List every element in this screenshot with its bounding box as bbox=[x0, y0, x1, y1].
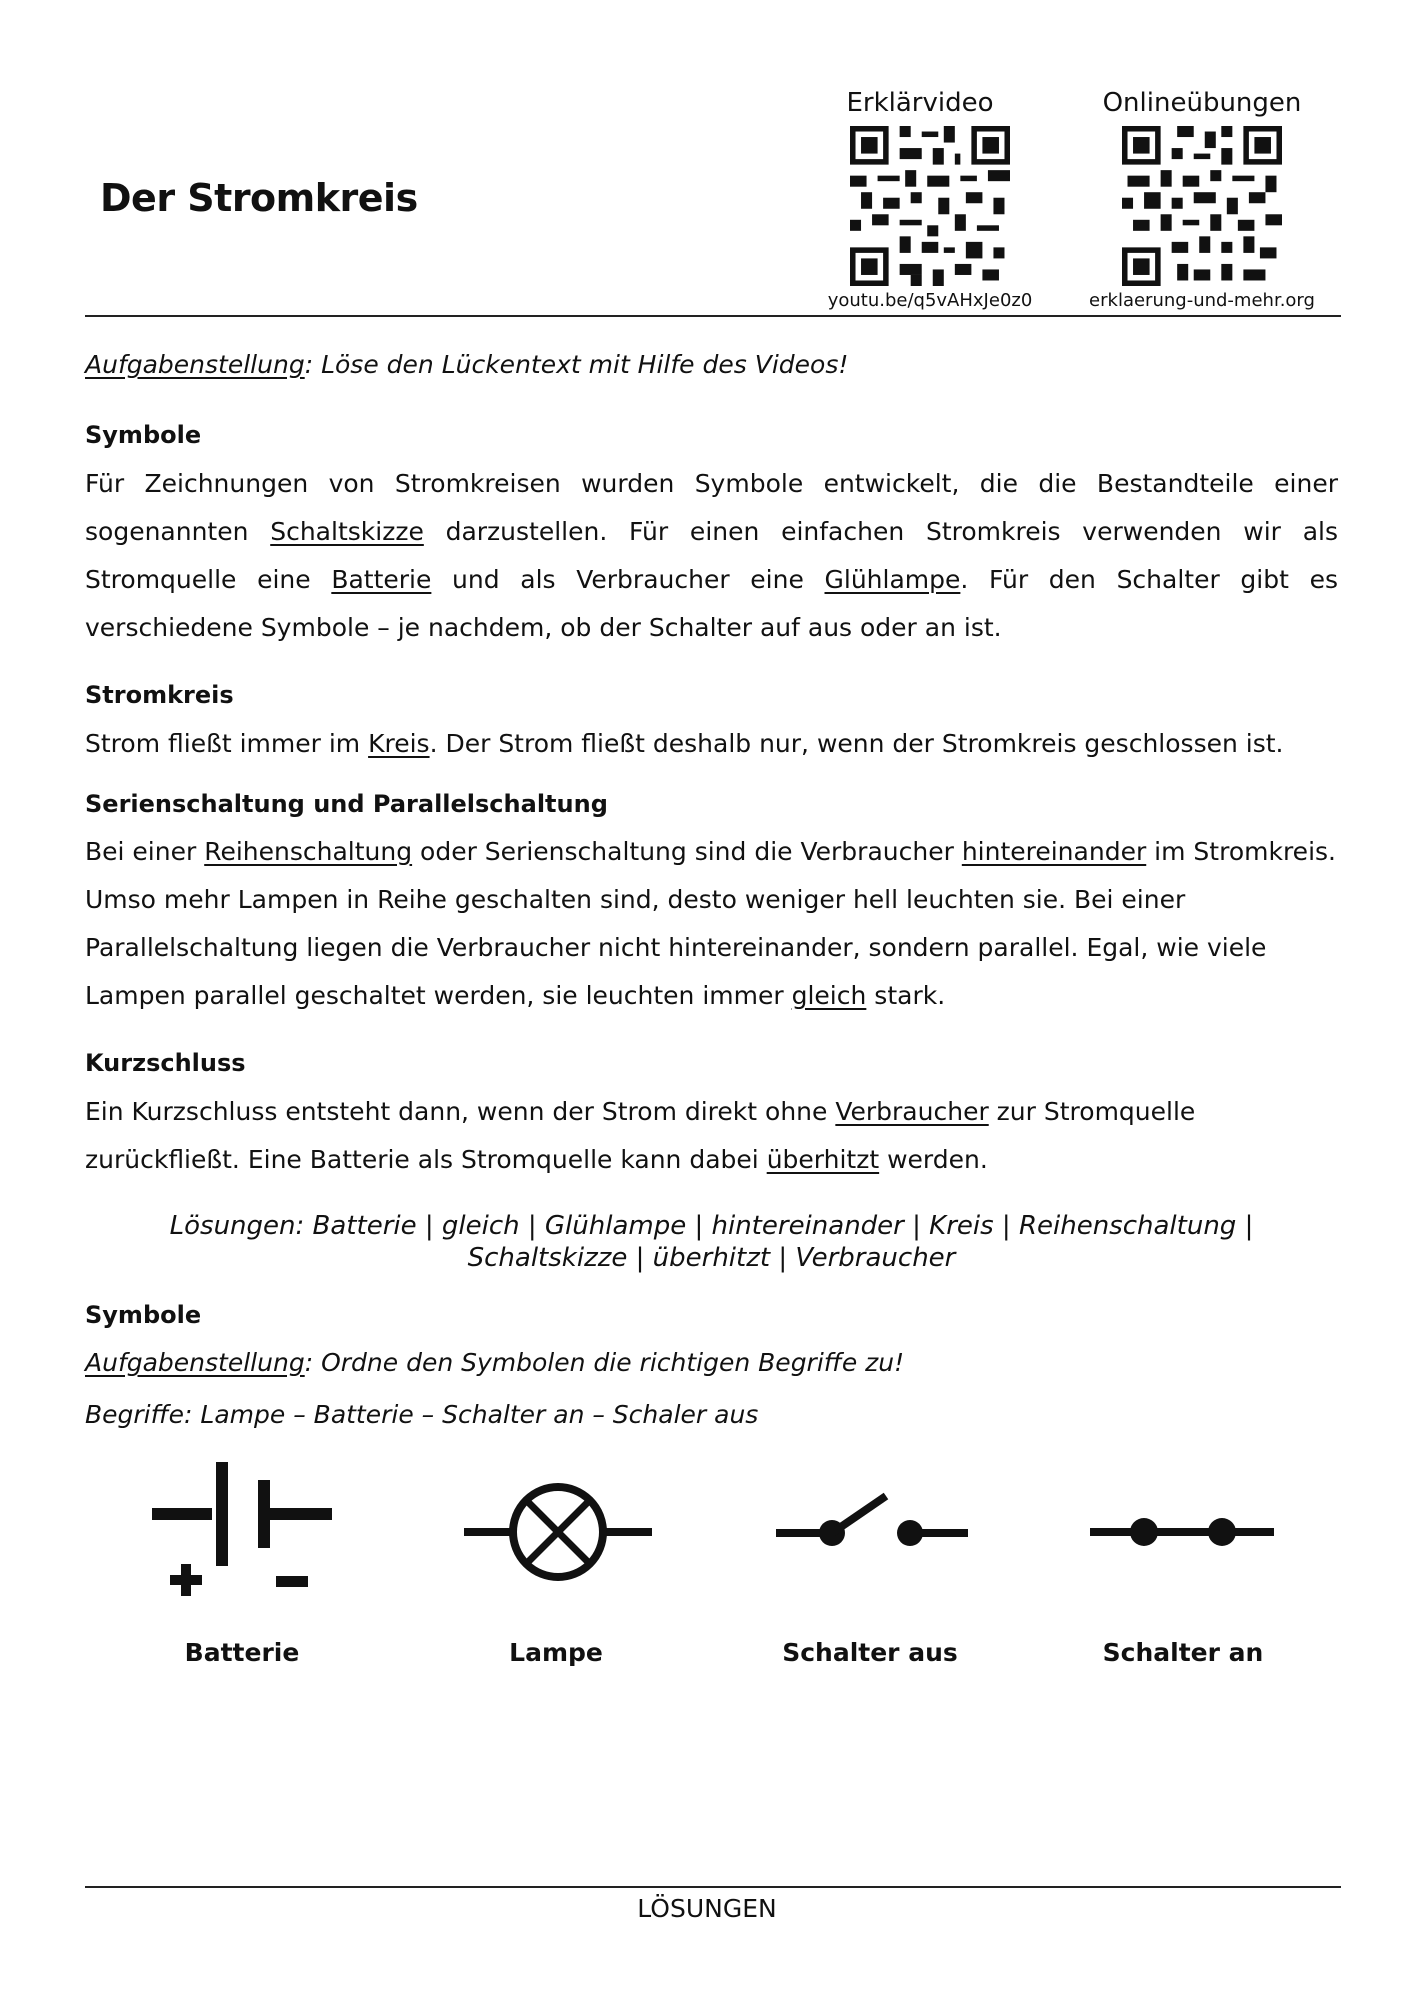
section-heading-kurzschluss: Kurzschluss bbox=[85, 1049, 246, 1077]
symbols-task-text: : Ordne den Symbolen die richtigen Begriffe zu! bbox=[304, 1348, 905, 1377]
paragraph-serienschaltung: Bei einer Reihenschaltung oder Serienschaltung sind die Verbraucher hintereinander im Stromkreis. Umso mehr Lampen in Reihe geschalten sind, desto weniger hell leuchten sie. Bei einer Parallelschaltung liegen die Verbraucher nicht hintereinander, sondern parallel. Egal, wie viele Lampen parallel geschaltet werden, sie leuchten immer gleich stark. bbox=[85, 837, 1336, 1010]
answer-ueberhitzt: überhitzt bbox=[766, 1145, 880, 1174]
answer-gleich: gleich bbox=[791, 981, 867, 1010]
answer-kreis: Kreis bbox=[368, 729, 430, 758]
answer-batterie: Batterie bbox=[331, 565, 432, 594]
task-text: : Löse den Lückentext mit Hilfe des Videos! bbox=[304, 350, 849, 379]
task-instruction bbox=[85, 350, 848, 379]
symbols-task-label: Aufgabenstellung bbox=[85, 1348, 305, 1377]
paragraph-stromkreis: Strom fließt immer im Kreis. Der Strom fließt deshalb nur, wenn der Stromkreis geschlossen ist. bbox=[85, 729, 1284, 758]
symbol-label-batterie: Batterie bbox=[184, 1638, 300, 1667]
exercises-qr-code-icon bbox=[1122, 126, 1282, 286]
symbol-label-schalter-aus: Schalter aus bbox=[782, 1638, 958, 1667]
solutions-line-1: Lösungen: Batterie | gleich | Glühlampe | hintereinander | Kreis | Reihenschaltung | bbox=[169, 1211, 1254, 1241]
answer-gluehlampe: Glühlampe bbox=[824, 565, 961, 594]
answer-hintereinander: hintereinander bbox=[961, 837, 1147, 866]
switch-on-symbol-icon bbox=[1088, 1514, 1276, 1550]
footer-label: LÖSUNGEN bbox=[637, 1894, 777, 1923]
video-url[interactable]: youtu.be/q5vAHxJe0z0 bbox=[827, 290, 1033, 311]
video-label: Erklärvideo bbox=[846, 88, 994, 118]
exercises-label: Onlineübungen bbox=[1102, 88, 1302, 118]
symbols-terms: Begriffe: Lampe – Batterie – Schalter an – Schaler aus bbox=[85, 1400, 759, 1429]
answer-schaltskizze: Schaltskizze bbox=[270, 517, 424, 546]
battery-symbol-icon bbox=[150, 1458, 336, 1600]
switch-off-symbol-icon bbox=[774, 1488, 970, 1558]
header-divider bbox=[85, 315, 1341, 317]
page-title: Der Stromkreis bbox=[100, 176, 418, 220]
lamp-symbol-icon bbox=[462, 1482, 654, 1582]
section-heading-stromkreis: Stromkreis bbox=[85, 681, 234, 709]
symbol-label-schalter-an: Schalter an bbox=[1102, 1638, 1264, 1667]
symbol-label-lampe: Lampe bbox=[509, 1638, 603, 1667]
answer-verbraucher: Verbraucher bbox=[835, 1097, 989, 1126]
symbols-task-instruction bbox=[85, 1348, 904, 1377]
solutions-line-2: Schaltskizze | überhitzt | Verbraucher bbox=[467, 1243, 956, 1273]
footer-divider bbox=[85, 1886, 1341, 1888]
section-heading-symbole-exercise: Symbole bbox=[85, 1301, 202, 1329]
solutions-list bbox=[85, 1210, 1338, 1274]
section-heading-serienschaltung: Serienschaltung und Parallelschaltung bbox=[85, 790, 608, 818]
paragraph-symbole: Für Zeichnungen von Stromkreisen wurden Symbole entwickelt, die die Bestandteile einer sogenannten Schaltskizze darzustellen. Für einen einfachen Stromkreis verwenden wir als Stromquelle eine Batterie und als Verbraucher eine Glühlampe. Für den Schalter gibt es verschiedene Symbole – je nachdem, ob der Schalter auf aus oder an ist. bbox=[85, 469, 1338, 642]
task-label: Aufgabenstellung bbox=[85, 350, 305, 379]
answer-reihenschaltung: Reihenschaltung bbox=[204, 837, 413, 866]
exercises-url[interactable]: erklaerung-und-mehr.org bbox=[1089, 290, 1315, 311]
section-heading-symbole: Symbole bbox=[85, 421, 202, 449]
video-qr-code-icon bbox=[850, 126, 1010, 286]
paragraph-kurzschluss: Ein Kurzschluss entsteht dann, wenn der Strom direkt ohne Verbraucher zur Stromquelle zurückfließt. Eine Batterie als Stromquelle kann dabei überhitzt werden. bbox=[85, 1097, 1196, 1174]
